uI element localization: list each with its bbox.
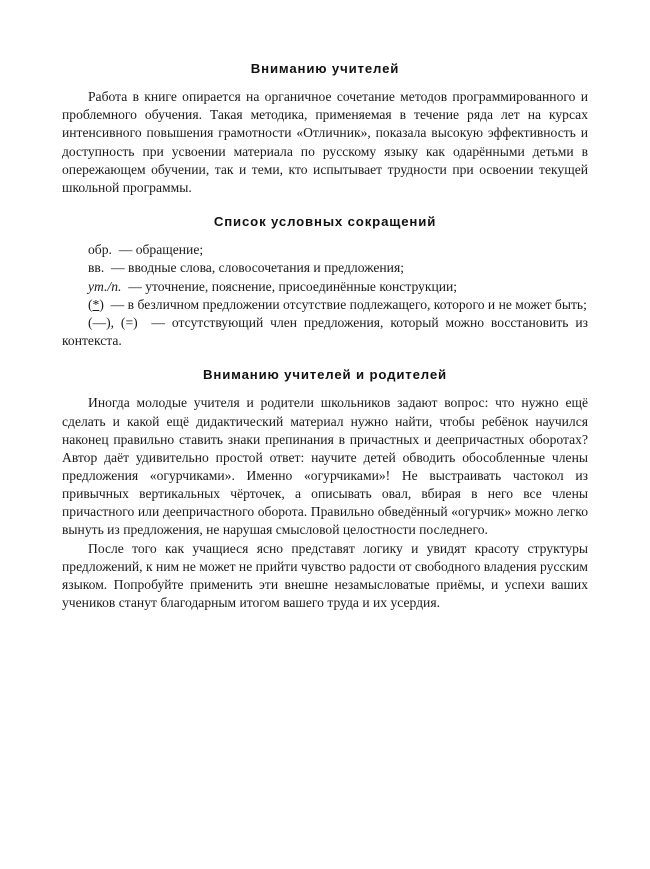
paragraph-teachers-notice: Работа в книге опирается на органичное сочетание методов программированного и проблемного обучения. Такая методика, применяемая в течение ряда лет на курсах интенсивного повышения грамотности «Отличник», показала высокую эффективность и доступность при усвоении материала по русскому языку как одарёнными детьми в опережающем обучении, так и теми, кто испытывает трудности при освоении текущей школьной программы.: [62, 89, 588, 195]
list-item: [62, 241, 588, 259]
abbreviation-separator: —: [118, 242, 133, 258]
abbreviation-definition: уточнение, пояснение, присоединённые конструкции;: [145, 278, 458, 294]
list-item: [62, 296, 588, 314]
section-heading-teachers-notice: Вниманию учителей: [250, 61, 400, 76]
abbreviation-separator: —: [151, 314, 165, 330]
abbreviation-definition: вводные слова, словосочетания и предложения;: [128, 260, 404, 276]
abbreviation-label: ут./п.: [88, 278, 122, 294]
section-heading-abbreviations: Список условных сокращений: [213, 214, 437, 230]
abbreviation-separator: —: [110, 296, 125, 312]
paragraph-teachers-parents-second: После того как учащиеся ясно представят логику и увидят красоту структуры предложений, к ним не может не прийти чувство радости от свободного владения русским языком. Попробуйте применить эти внешне незамысловатые приёмы, и успехи ваших учеников станут благодарным итогом вашего труда и их усердия.: [62, 540, 588, 611]
abbreviation-label: (*): [88, 296, 104, 312]
page-content: [62, 60, 588, 612]
abbreviation-label: обр.: [88, 242, 112, 258]
section-heading-teachers-parents-notice: Вниманию учителей и родителей: [203, 367, 447, 383]
abbreviation-list: [62, 241, 588, 350]
abbreviation-definition: обращение;: [135, 242, 204, 258]
list-item: [62, 278, 588, 296]
dash-symbol-icon: —: [92, 314, 107, 330]
list-item: [62, 314, 588, 350]
paragraph-teachers-parents-first: Иногда молодые учителя и родители школьников задают вопрос: что нужно ещё сделать и какой ещё дидактический материал нужно найти, чтобы ребёнок научился наконец правильно ставить знаки препинания в причастных и деепричастных оборотах? Автор даёт удивительно простой ответ: научите детей обводить обособленные члены предложения «огурчиками». Именно «огурчиками»! Не выстраивать частокол из привычных вертикальных чёрточек, а описывать овал, вбирая в него все члены причастного или деепричастного оборота. Правильно обведённый «огурчик» можно легко вынуть из предложения, не нарушая смысловой целостности последнего.: [62, 395, 588, 538]
list-item: [62, 259, 588, 277]
asterisk-symbol-icon: *: [92, 296, 100, 312]
abbreviation-definition: отсутствующий член предложения, который можно восстановить из контекста.: [62, 314, 588, 349]
abbreviation-label: вв.: [88, 260, 105, 276]
abbreviation-label: (—), (=): [88, 314, 138, 330]
equals-symbol-icon: =: [125, 314, 134, 330]
abbreviation-separator: —: [111, 260, 125, 276]
abbreviation-separator: —: [128, 278, 142, 294]
abbreviation-definition: в безличном предложении отсутствие подлежащего, которого и не может быть;: [127, 296, 587, 312]
